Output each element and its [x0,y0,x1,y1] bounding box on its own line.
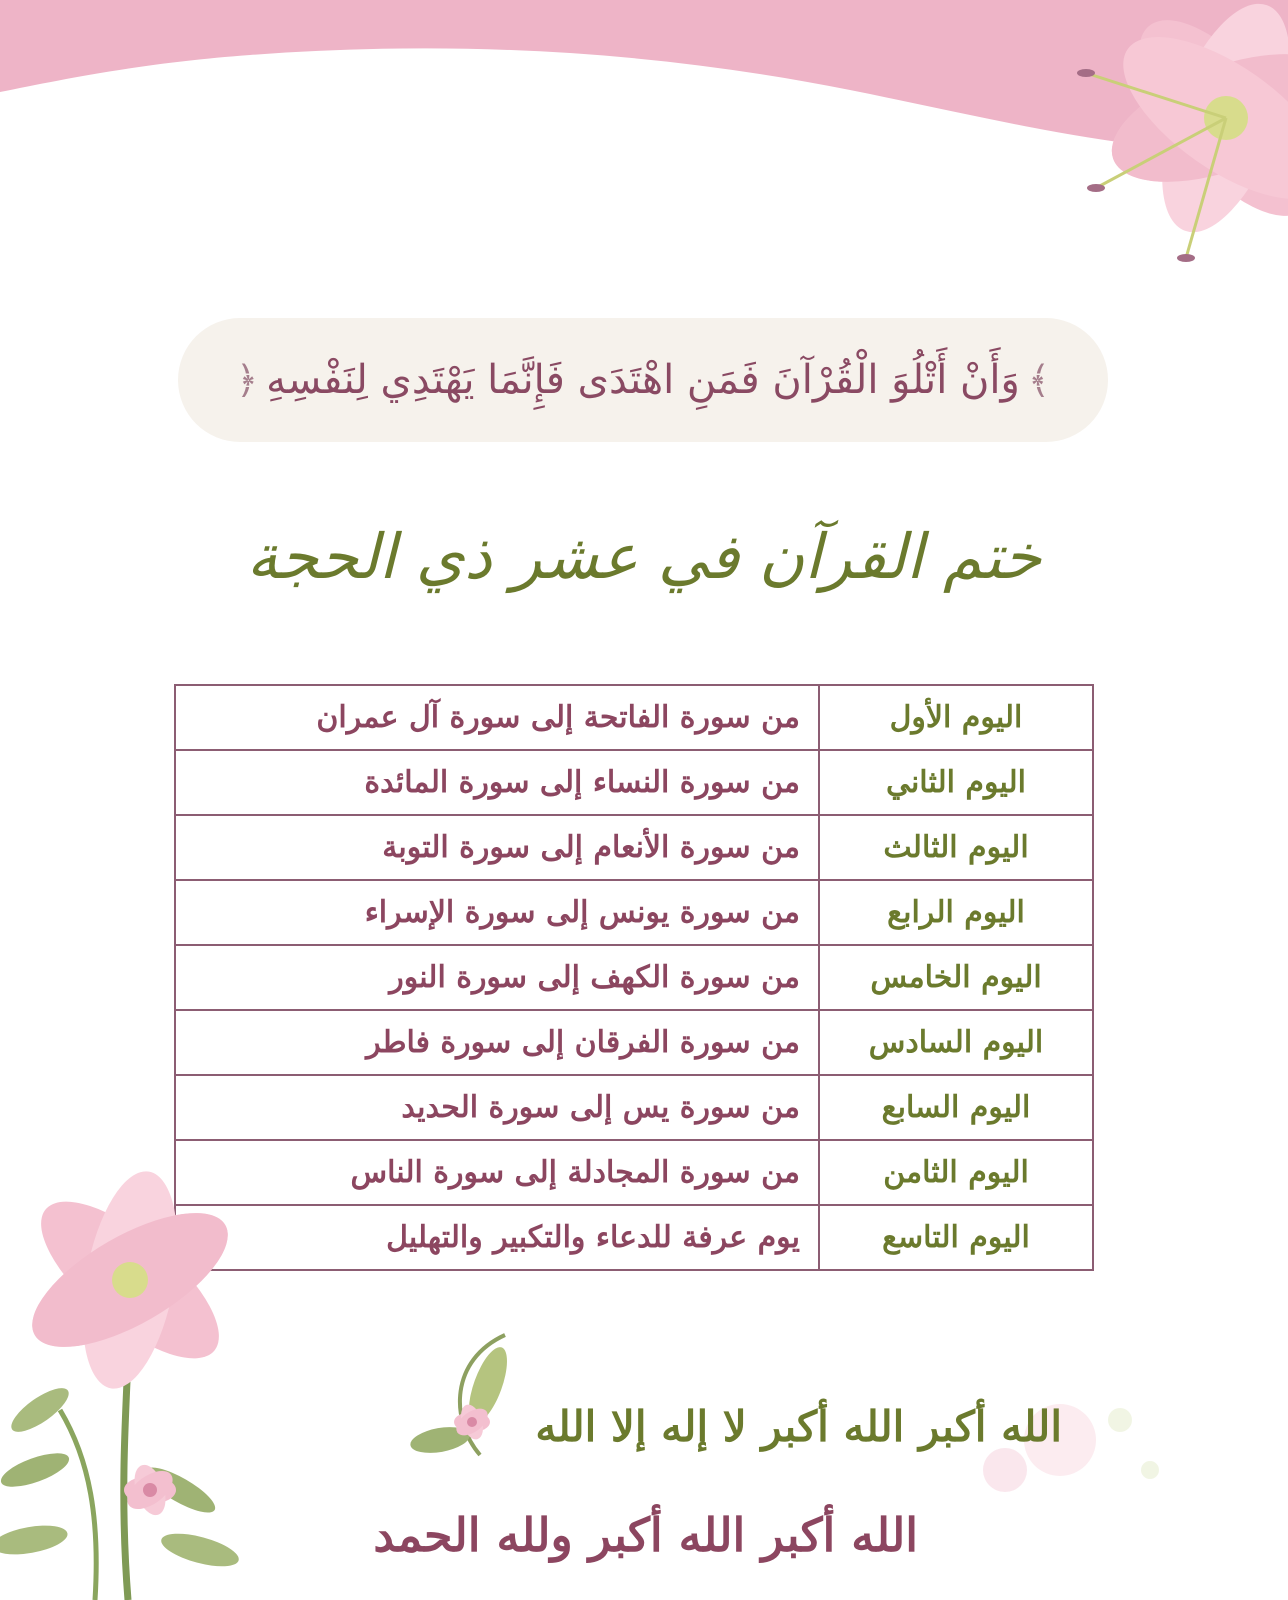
bottom-left-lily-decoration [0,1160,340,1600]
range-cell: من سورة الفرقان إلى سورة فاطر [175,1010,819,1075]
leaf-blossom-ornament [410,1330,520,1470]
verse-ornament-right: ﴿ [235,358,259,402]
verse-ornament-left: ﴾ [1027,358,1051,402]
day-cell: اليوم الرابع [819,880,1093,945]
table-row [175,750,1093,815]
range-cell: من سورة يونس إلى سورة الإسراء [175,880,819,945]
range-cell: من سورة الأنعام إلى سورة التوبة [175,815,819,880]
table-row [175,815,1093,880]
table-row [175,1075,1093,1140]
day-cell: اليوم الخامس [819,945,1093,1010]
day-cell: اليوم السابع [819,1075,1093,1140]
range-cell: من سورة النساء إلى سورة المائدة [175,750,819,815]
range-cell: من سورة يس إلى سورة الحديد [175,1075,819,1140]
day-cell: اليوم الثاني [819,750,1093,815]
takbir-line-1: الله أكبر الله أكبر لا إله إلا الله [535,1402,1062,1451]
range-cell: من سورة الفاتحة إلى سورة آل عمران [175,685,819,750]
day-cell: اليوم الأول [819,685,1093,750]
range-cell: من سورة المجادلة إلى سورة الناس [175,1140,819,1205]
table-row [175,880,1093,945]
table-row [175,685,1093,750]
day-cell: اليوم الثالث [819,815,1093,880]
table-row [175,1010,1093,1075]
takbir-line-2: الله أكبر الله أكبر ولله الحمد [373,1508,918,1562]
quran-verse-text: وَأَنْ أَتْلُوَ الْقُرْآنَ فَمَنِ اهْتَدَى فَإِنَّمَا يَهْتَدِي لِنَفْسِهِ [266,357,1020,403]
top-right-lily-decoration [990,0,1288,370]
page-title: ختم القرآن في عشر ذي الحجة [246,520,1042,593]
quran-verse-banner [178,318,1108,442]
range-cell: من سورة الكهف إلى سورة النور [175,945,819,1010]
day-cell: اليوم التاسع [819,1205,1093,1270]
table-row [175,945,1093,1010]
day-cell: اليوم السادس [819,1010,1093,1075]
day-cell: اليوم الثامن [819,1140,1093,1205]
range-cell: يوم عرفة للدعاء والتكبير والتهليل [175,1205,819,1270]
